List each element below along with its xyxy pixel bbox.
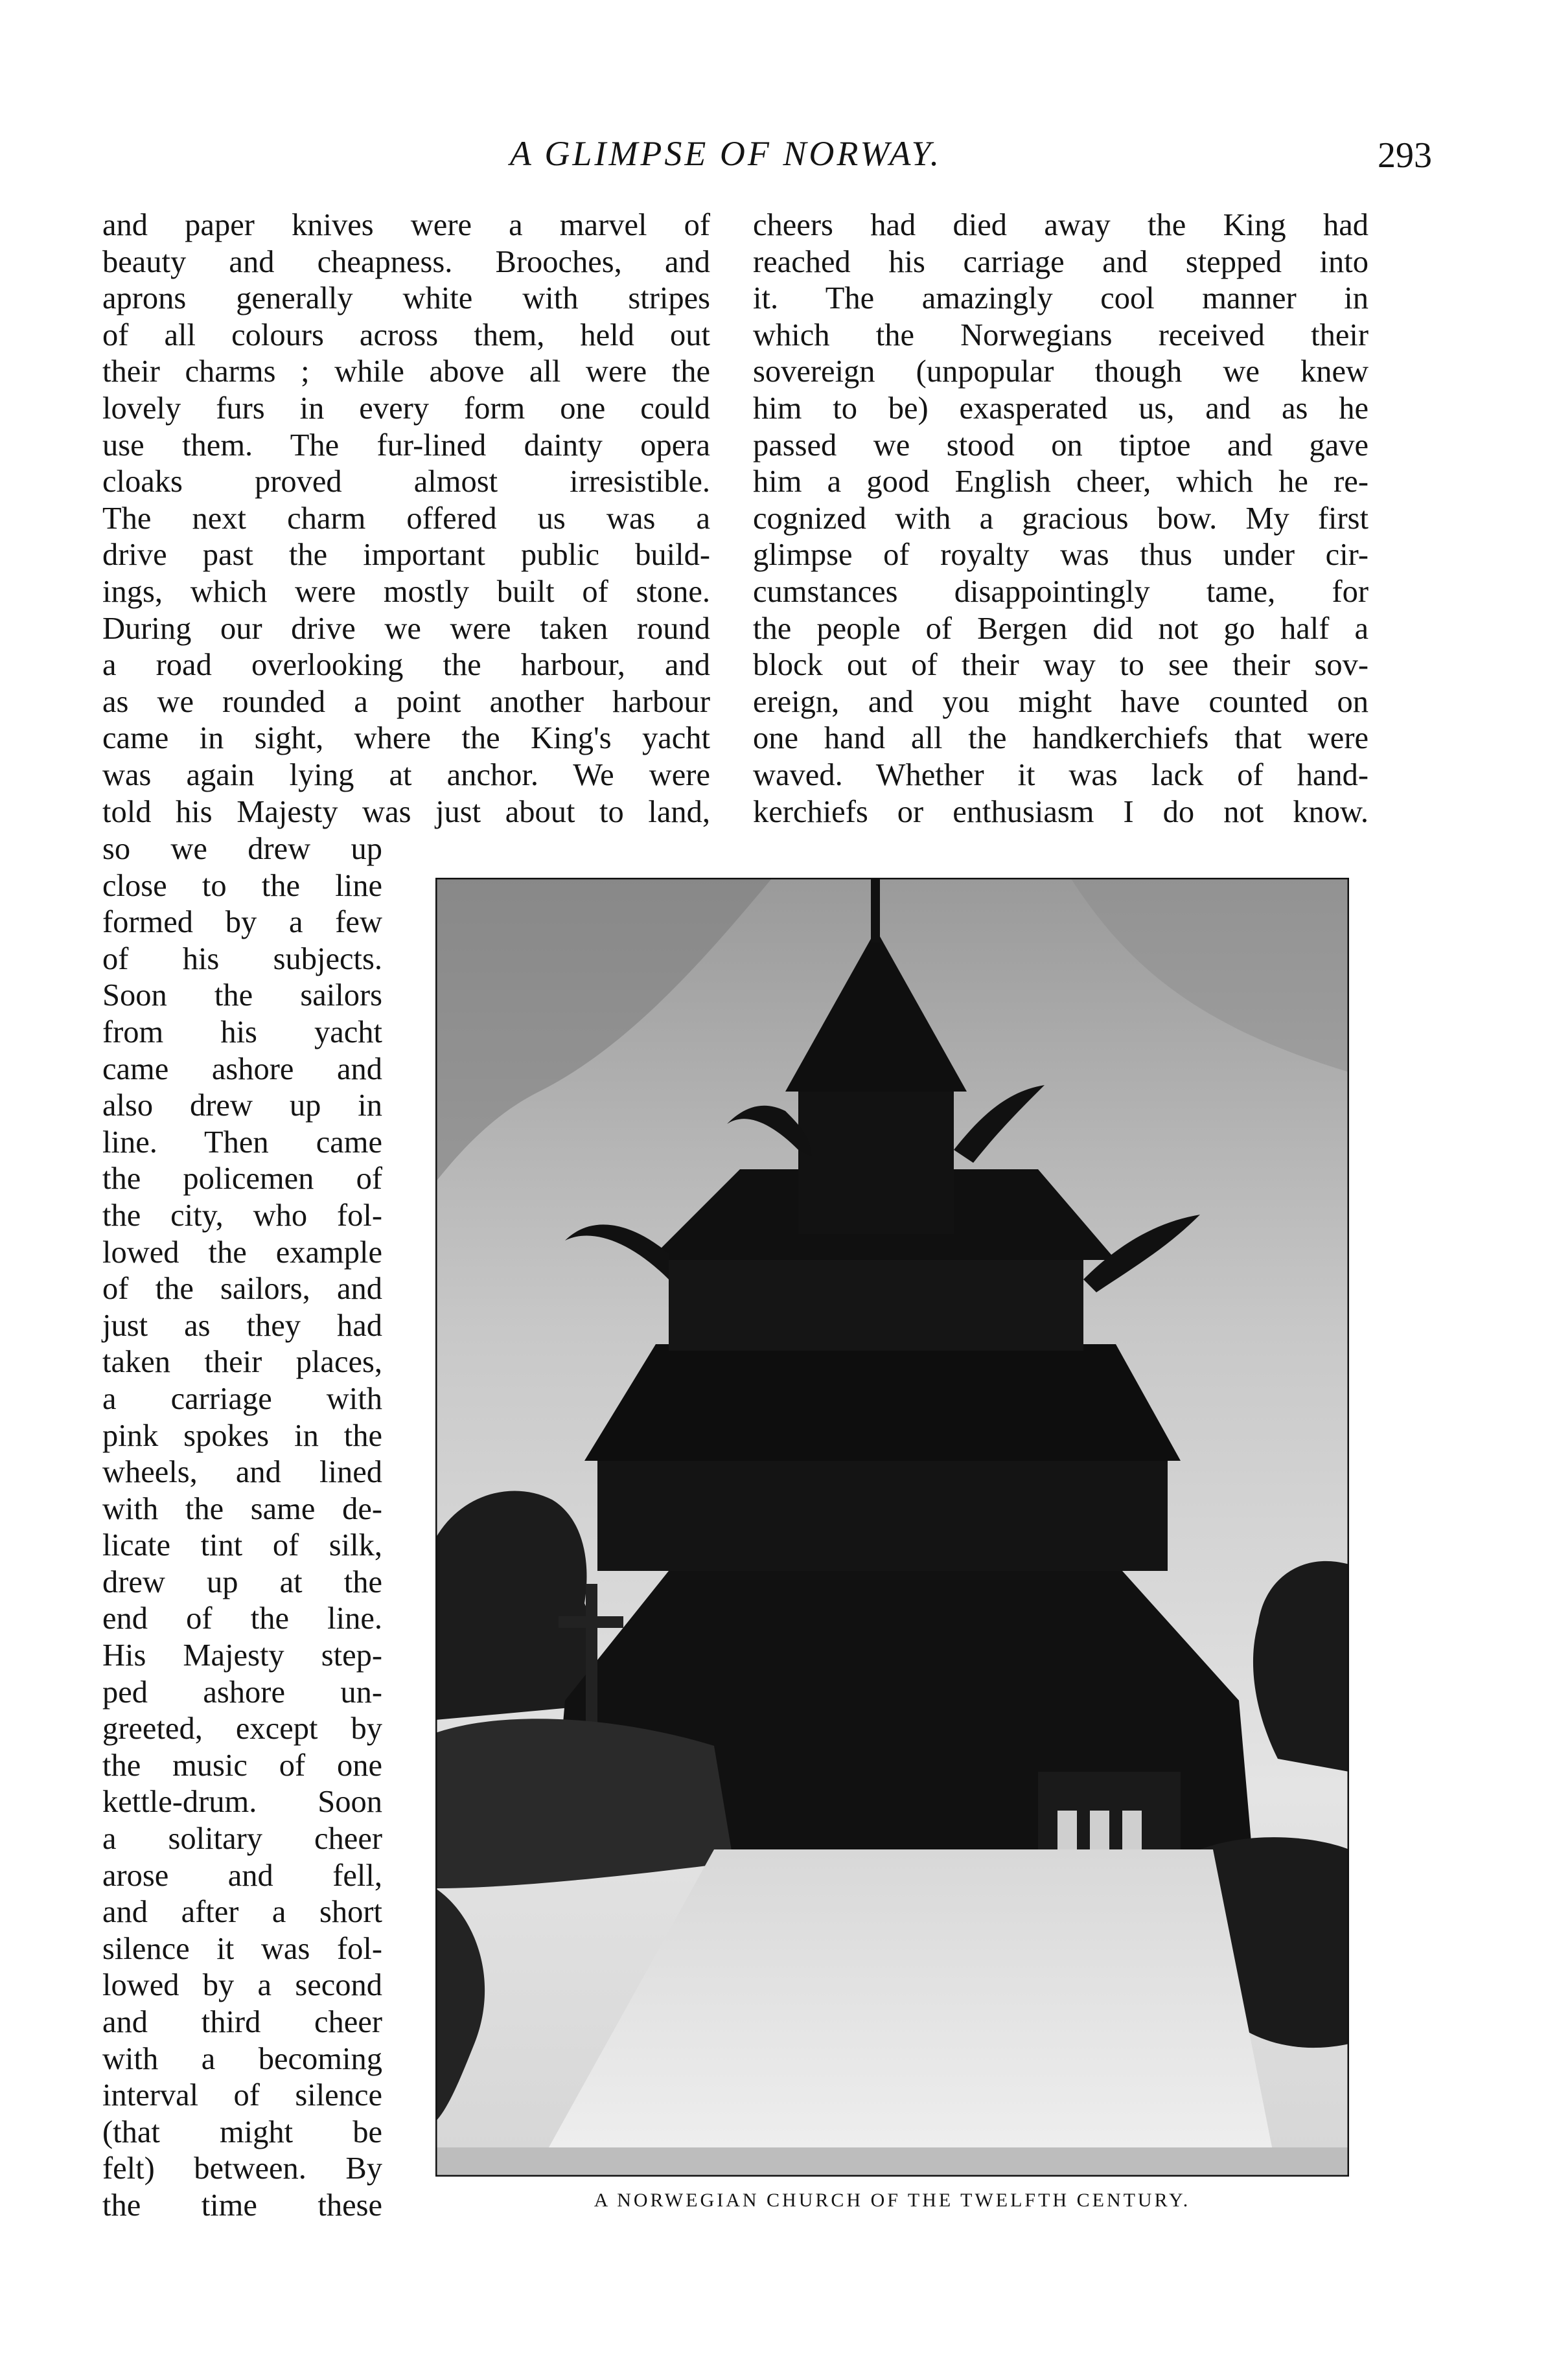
left-column-narrow-line: the policemen of	[102, 1161, 382, 1196]
left-column-top-line: and paper knives were a marvel of	[102, 208, 710, 242]
left-column-narrow-line: and after a short	[102, 1895, 382, 1930]
left-column-narrow-line: close to the line	[102, 868, 382, 903]
left-column-narrow-line: also drew up in	[102, 1088, 382, 1123]
left-column-narrow-line: came ashore and	[102, 1051, 382, 1086]
left-column-top	[102, 207, 710, 830]
left-column-top-line: came in sight, where the King's yacht	[102, 721, 710, 756]
left-column-narrow-line: end of the line.	[102, 1601, 382, 1636]
left-column-top-line: cloaks proved almost irresistible.	[102, 464, 710, 499]
left-column-narrow-line: felt) between. By	[102, 2151, 382, 2186]
left-column-narrow-line: wheels, and lined	[102, 1455, 382, 1490]
left-column-top-line: as we rounded a point another harbour	[102, 684, 710, 719]
right-column-line: passed we stood on tiptoe and gave	[753, 428, 1368, 463]
left-column-narrow-line: drew up at the	[102, 1564, 382, 1599]
left-column-narrow-line: (that might be	[102, 2114, 382, 2149]
left-column-top-line: was again lying at anchor. We were	[102, 757, 710, 792]
right-column-line: glimpse of royalty was thus under cir-	[753, 538, 1368, 573]
left-column-narrow-line: a solitary cheer	[102, 1822, 382, 1857]
left-column-narrow-line: kettle-drum. Soon	[102, 1785, 382, 1820]
left-column-narrow-line: the city, who fol-	[102, 1198, 382, 1233]
left-column-narrow-line: silence it was fol-	[102, 1931, 382, 1966]
left-column-narrow-line: pink spokes in the	[102, 1418, 382, 1453]
left-column-narrow-line: of the sailors, and	[102, 1272, 382, 1307]
left-column-top-line: aprons generally white with stripes	[102, 281, 710, 316]
left-column-top-line: lovely furs in every form one could	[102, 391, 710, 426]
right-column-line: block out of their way to see their sov-	[753, 648, 1368, 683]
page-header	[0, 133, 1559, 179]
left-column-narrow-line: lowed the example	[102, 1235, 382, 1270]
right-column-line: it. The amazingly cool manner in	[753, 281, 1368, 316]
left-column-top-line: told his Majesty was just about to land,	[102, 794, 710, 829]
left-column-narrow-line: taken their places,	[102, 1345, 382, 1380]
left-column-narrow-line: just as they had	[102, 1308, 382, 1343]
left-column-narrow-line: licate tint of silk,	[102, 1528, 382, 1563]
left-column-top-line: use them. The fur-lined dainty opera	[102, 428, 710, 463]
right-column-line: ereign, and you might have counted on	[753, 684, 1368, 719]
left-column-narrow-line: of his subjects.	[102, 941, 382, 976]
figure-caption: A NORWEGIAN CHURCH OF THE TWELFTH CENTURY.	[594, 2190, 1191, 2211]
left-column-top-line: their charms ; while above all were the	[102, 354, 710, 389]
right-column-line: sovereign (unpopular though we knew	[753, 354, 1368, 389]
left-column-narrow-line: with a becoming	[102, 2041, 382, 2076]
left-column-narrow-line: and third cheer	[102, 2005, 382, 2039]
left-column-narrow-line: ped ashore un-	[102, 1675, 382, 1710]
right-column-line: one hand all the handkerchiefs that were	[753, 721, 1368, 756]
left-column-top-line: The next charm offered us was a	[102, 501, 710, 536]
running-title: A GLIMPSE OF NORWAY.	[509, 134, 942, 173]
left-column-narrow-line: so we drew up	[102, 832, 382, 866]
left-column-narrow-line: a carriage with	[102, 1381, 382, 1416]
left-column-top-line: a road overlooking the harbour, and	[102, 648, 710, 683]
page-number: 293	[1378, 135, 1432, 176]
left-column-narrow-line: arose and fell,	[102, 1858, 382, 1893]
left-column-narrow-line: with the same de-	[102, 1491, 382, 1526]
left-column-top-line: drive past the important public build-	[102, 538, 710, 573]
church-photograph	[435, 878, 1349, 2177]
left-column-narrow-line: the time these	[102, 2188, 382, 2223]
left-column-top-line: ings, which were mostly built of stone.	[102, 574, 710, 609]
right-column-line: kerchiefs or enthusiasm I do not know.	[753, 794, 1368, 829]
right-column-line: cognized with a gracious bow. My first	[753, 501, 1368, 536]
left-column-top-line: of all colours across them, held out	[102, 317, 710, 352]
right-column-line: waved. Whether it was lack of hand-	[753, 757, 1368, 792]
left-column-narrow-line: His Majesty step-	[102, 1638, 382, 1673]
right-column-line: him a good English cheer, which he re-	[753, 464, 1368, 499]
left-column-narrow-line: the music of one	[102, 1748, 382, 1783]
left-column-narrow-line: Soon the sailors	[102, 978, 382, 1013]
left-column-narrow	[102, 831, 382, 2225]
right-column-line: which the Norwegians received their	[753, 317, 1368, 352]
right-column-line: cheers had died away the King had	[753, 208, 1368, 242]
right-column-line: cumstances disappointingly tame, for	[753, 574, 1368, 609]
left-column-top-line: beauty and cheapness. Brooches, and	[102, 244, 710, 279]
left-column-narrow-line: lowed by a second	[102, 1968, 382, 2003]
right-column-line: reached his carriage and stepped into	[753, 244, 1368, 279]
left-column-narrow-line: from his yacht	[102, 1014, 382, 1049]
right-column	[753, 207, 1368, 830]
right-column-line: him to be) exasperated us, and as he	[753, 391, 1368, 426]
left-column-narrow-line: line. Then came	[102, 1125, 382, 1160]
left-column-narrow-line: formed by a few	[102, 905, 382, 940]
left-column-narrow-line: greeted, except by	[102, 1711, 382, 1746]
right-column-line: the people of Bergen did not go half a	[753, 611, 1368, 646]
left-column-top-line: During our drive we were taken round	[102, 611, 710, 646]
left-column-narrow-line: interval of silence	[102, 2078, 382, 2113]
